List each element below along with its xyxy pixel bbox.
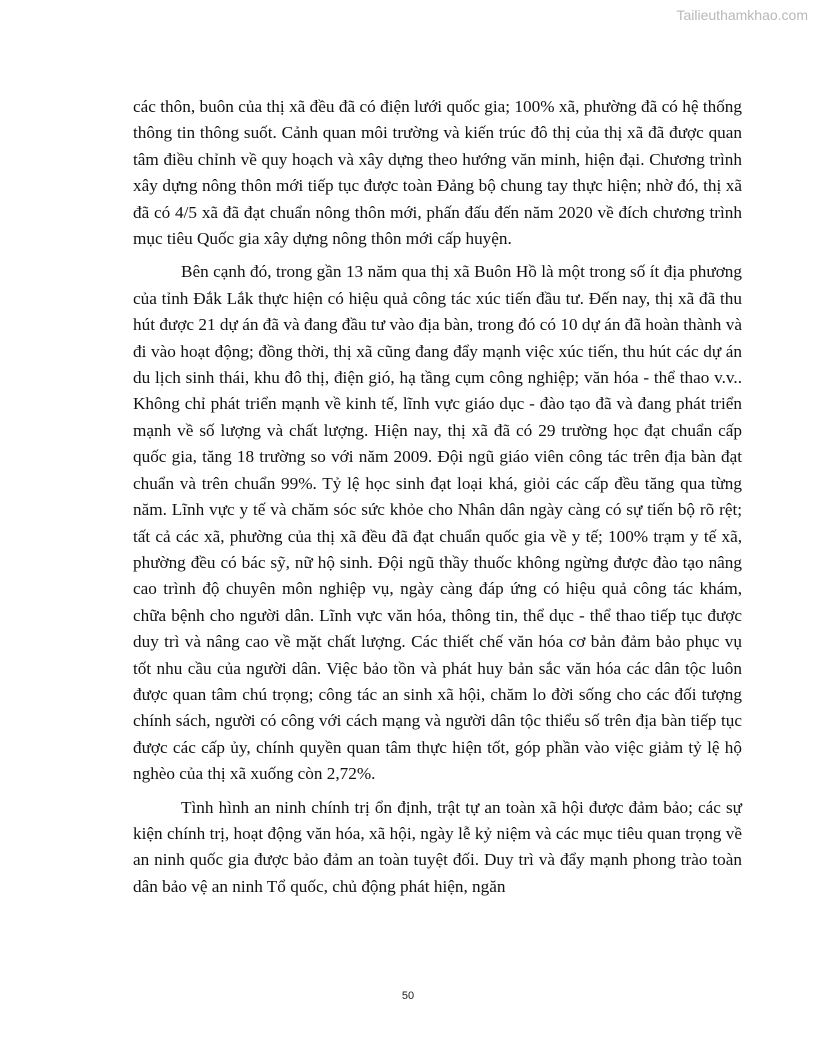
paragraph-investment-education-health: Bên cạnh đó, trong gần 13 năm qua thị xã Buôn Hồ là một trong số ít địa phương của tỉnh Đắk Lắk thực hiện có hiệu quả công tác xúc tiến đầu tư. Đến nay, thị xã đã thu hút được 21 dự án đã và đang đầu tư vào địa bàn, trong đó có 10 dự án đã hoàn thành và đi vào hoạt động; đồng thời, thị xã cũng đang đẩy mạnh việc xúc tiến, thu hút các dự án du lịch sinh thái, khu đô thị, điện gió, hạ tầng cụm công nghiệp; văn hóa - thể thao v.v.. Không chỉ phát triển mạnh về kinh tế, lĩnh vực giáo dục - đào tạo đã và đang phát triển mạnh về số lượng và chất lượng. Hiện nay, thị xã đã có 29 trường học đạt chuẩn cấp quốc gia, tăng 18 trường so với năm 2009. Đội ngũ giáo viên công tác trên địa bàn đạt chuẩn và trên chuẩn 99%. Tỷ lệ học sinh đạt loại khá, giỏi các cấp đều tăng qua từng năm. Lĩnh vực y tế và chăm sóc sức khỏe cho Nhân dân ngày càng có sự tiến bộ rõ rệt; tất cả các xã, phường của thị xã đều đã đạt chuẩn quốc gia về y tế; 100% trạm y tế xã, phường đều có bác sỹ, nữ hộ sinh. Đội ngũ thầy thuốc không ngừng được đào tạo nâng cao trình độ chuyên môn nghiệp vụ, ngày càng đáp ứng có hiệu quả công tác khám, chữa bệnh cho người dân. Lĩnh vực văn hóa, thông tin, thể dục - thể thao tiếp tục được duy trì và nâng cao về mặt chất lượng. Các thiết chế văn hóa cơ bản đảm bảo phục vụ tốt nhu cầu của người dân. Việc bảo tồn và phát huy bản sắc văn hóa các dân tộc luôn được quan tâm chú trọng; công tác an sinh xã hội, chăm lo đời sống cho các đối tượng chính sách, người có công với cách mạng và người dân tộc thiểu số trên địa bàn tiếp tục được các cấp ủy, chính quyền quan tâm thực hiện tốt, góp phần vào việc giảm tỷ lệ hộ nghèo của thị xã xuống còn 2,72%. (133, 262, 742, 784)
paragraph-security: Tình hình an ninh chính trị ổn định, trật tự an toàn xã hội được đảm bảo; các sự kiện chính trị, hoạt động văn hóa, xã hội, ngày lễ kỷ niệm và các mục tiêu quan trọng về an ninh quốc gia được bảo đảm an toàn tuyệt đối. Duy trì và đẩy mạnh phong trào toàn dân bảo vệ an ninh Tổ quốc, chủ động phát hiện, ngăn (133, 797, 742, 896)
paragraph-continuation: các thôn, buôn của thị xã đều đã có điện lưới quốc gia; 100% xã, phường đã có hệ thống thông tin thông suốt. Cảnh quan môi trường và kiến trúc đô thị của thị xã đã được quan tâm điều chỉnh về quy hoạch và xây dựng theo hướng văn minh, hiện đại. Chương trình xây dựng nông thôn mới tiếp tục được toàn Đảng bộ chung tay thực hiện; nhờ đó, thị xã đã có 4/5 xã đã đạt chuẩn nông thôn mới, phấn đấu đến năm 2020 về đích chương trình mục tiêu Quốc gia xây dựng nông thôn mới cấp huyện. (133, 97, 742, 249)
watermark-text: Tailieuthamkhao.com (676, 7, 808, 23)
page-number: 50 (401, 990, 415, 1002)
document-body (133, 94, 742, 907)
